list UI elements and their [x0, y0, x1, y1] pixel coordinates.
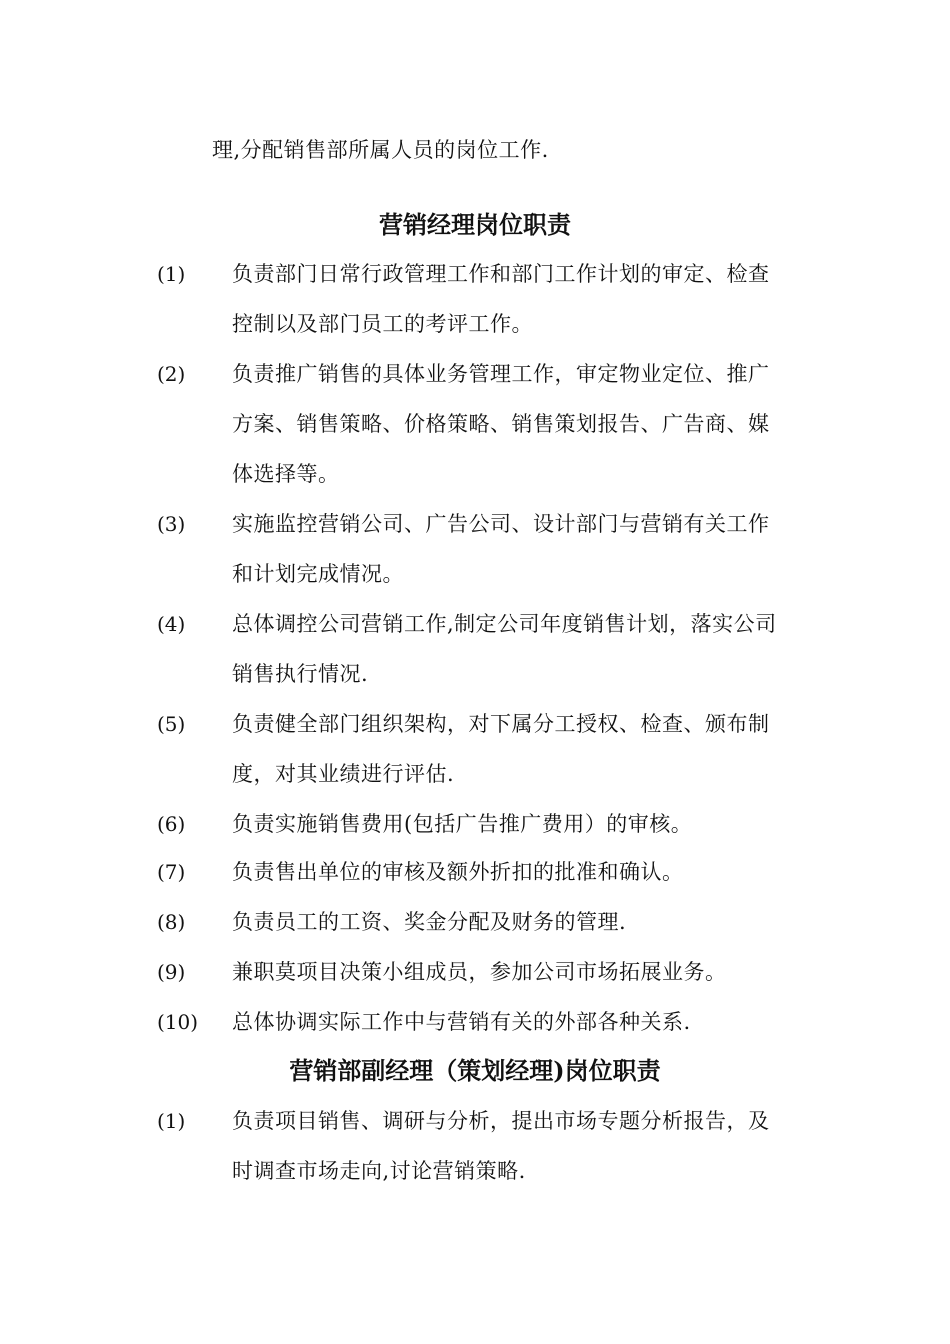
- item-text-line: 负责健全部门组织架构，对下属分工授权、检查、颁布制: [232, 712, 770, 736]
- item-number: (4): [157, 612, 186, 636]
- section-title-sales-manager: 营销经理岗位职责: [379, 210, 571, 239]
- item-text-line: 销售执行情况.: [232, 662, 369, 686]
- item-text-line: 实施监控营销公司、广告公司、设计部门与营销有关工作: [232, 512, 770, 536]
- item-text-line: 负责推广销售的具体业务管理工作，审定物业定位、推广: [232, 362, 770, 386]
- item-text-line: 方案、销售策略、价格策略、销售策划报告、广告商、媒: [232, 412, 770, 436]
- item-text-line: 负责部门日常行政管理工作和部门工作计划的审定、检查: [232, 262, 770, 286]
- item-text-line: 负责实施销售费用(包括广告推广费用）的审核。: [232, 812, 693, 836]
- item-number: (3): [157, 512, 186, 536]
- item-text-line: 时调查市场走向,讨论营销策略.: [232, 1159, 526, 1183]
- item-number: (1): [157, 262, 186, 286]
- item-number: (7): [157, 860, 186, 884]
- item-text-line: 负责售出单位的审核及额外折扣的批准和确认。: [232, 860, 684, 884]
- item-text-line: 度，对其业绩进行评估.: [232, 762, 455, 786]
- item-text-line: 兼职莫项目决策小组成员，参加公司市场拓展业务。: [232, 960, 727, 984]
- item-text-line: 负责项目销售、调研与分析，提出市场专题分析报告，及: [232, 1109, 770, 1133]
- item-number: (6): [157, 812, 186, 836]
- item-text-line: 控制以及部门员工的考评工作。: [232, 312, 533, 336]
- item-number: (1): [157, 1109, 186, 1133]
- intro-line: 理,分配销售部所属人员的岗位工作.: [212, 138, 549, 162]
- item-number: (2): [157, 362, 186, 386]
- item-text-line: 和计划完成情况。: [232, 562, 404, 586]
- item-text-line: 负责员工的工资、奖金分配及财务的管理.: [232, 910, 627, 934]
- item-text-line: 总体调控公司营销工作,制定公司年度销售计划，落实公司: [232, 612, 777, 636]
- item-number: (5): [157, 712, 186, 736]
- item-text-line: 体选择等。: [232, 462, 340, 486]
- item-text-line: 总体协调实际工作中与营销有关的外部各种关系.: [232, 1010, 691, 1034]
- item-number: (10): [157, 1010, 199, 1034]
- item-number: (8): [157, 910, 186, 934]
- section-title-deputy-manager: 营销部副经理（策划经理)岗位职责: [289, 1056, 661, 1085]
- item-number: (9): [157, 960, 186, 984]
